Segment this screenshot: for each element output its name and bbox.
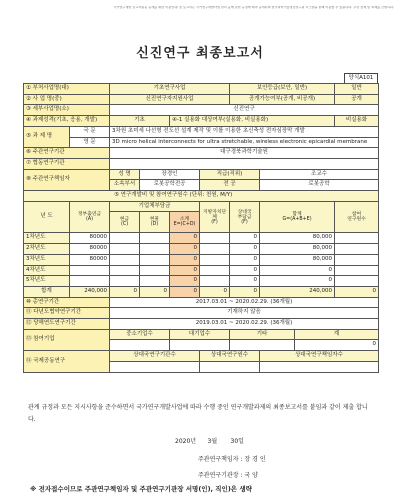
budget-col-staff: 참여 연구원수	[335, 201, 379, 233]
date-year: 2020년	[175, 438, 197, 445]
korean-title-label: 국 문	[70, 126, 110, 137]
pi-major-label: 전 공	[200, 180, 260, 191]
budget-row: 2차년도 80000 0 0 80,000	[24, 244, 379, 255]
partner-institution-count-label: 상대국연구기관수	[110, 351, 200, 362]
disclosure-label: 공개가능여부(공개, 비공개)	[230, 94, 335, 105]
partner-researcher-count-label: 상대국연구원수	[200, 351, 260, 362]
task-type-label: ④ 과제성격(기초, 응용, 개발)	[24, 116, 110, 127]
large-company-count-label: 대기업수	[170, 329, 230, 340]
sme-count-label: 중소기업수	[110, 329, 170, 340]
current-period-value: 2019.03.01 ~ 2020.02.29. (36개월)	[110, 319, 379, 330]
ministry-program-label: ① 부처사업명(대)	[24, 84, 110, 95]
disclosure-value: 공개	[335, 94, 379, 105]
budget-col-cash: 현금 (C)	[110, 212, 140, 233]
submission-statement: 관계 규정과 모든 지시사항을 준수하면서 국가연구개발사업에 따라 수행 중인 연구개발과제의 최종보고서를 붙임과 같이 제출 합니다.	[28, 404, 368, 423]
budget-col-gov: 정부출연금 (A)	[70, 201, 110, 233]
pi-name-label: 성 명	[110, 169, 140, 180]
practical-use-value: 비실용화	[335, 116, 379, 127]
sub-program-value: 신진연구	[110, 105, 379, 116]
company-total-value: 0	[295, 340, 379, 351]
total-period-value: 2017.03.01 ~ 2020.02.29. (36개월)	[110, 297, 379, 308]
english-title-value: 3D micro helical interconnects for ultra stretchable, wireless electronic epicardial membrane	[110, 137, 379, 148]
partner-pi-count-label: 상대국연구책임자수	[260, 351, 379, 362]
budget-col-other: 상대국 부담금 (F)	[230, 201, 260, 233]
sub-program-label: ③ 세부사업명(소)	[24, 105, 110, 116]
budget-sum-row: 합계 240,000 0 0 0 0 0 240,000 0	[24, 286, 379, 297]
pi-major-value: 로봇공학	[260, 180, 379, 191]
practical-use-label: ④-1 실용화 대상여부(실용화, 비실용화)	[170, 116, 335, 127]
budget-row: 4차년도 0 0 0	[24, 265, 379, 276]
task-type-value: 기초	[110, 116, 170, 127]
budget-header: ⑤ 연구개발비 및 참여연구원수 (단위: 천원, M/Y)	[24, 191, 379, 202]
program-name-value: 신진연구자지원사업	[110, 94, 230, 105]
date-day: 30일	[230, 438, 244, 445]
page-title: 신진연구 최종보고서	[136, 46, 264, 61]
pi-dept-label: 소속부서	[110, 180, 140, 191]
korean-title-value: 3차원 초미세 나선형 전도선 설계 제작 및 이를 이용한 초신축성 전자심장막 개발	[110, 126, 379, 137]
participating-companies-label: ⑬ 참여기업	[24, 329, 110, 350]
task-title-label: ⑤ 과 제 명	[24, 126, 70, 147]
budget-col-year: 년 도	[24, 201, 70, 233]
report-form-table	[23, 83, 379, 373]
program-name-label: ② 사 업 명(중)	[24, 94, 110, 105]
cooperating-institution-label: ⑦ 협동연구기관	[24, 158, 110, 169]
budget-col-company: 기업체부담금	[110, 201, 200, 212]
current-period-label: ⑫ 당해연도연구기간	[24, 319, 110, 330]
principal-investigator-label: ⑧ 주관연구책임자	[24, 169, 110, 190]
form-code: 양식A101	[344, 73, 378, 84]
lead-institution-value: 대구경북과학기술원	[110, 148, 379, 159]
usage-notice: 국가연구개발 보고서원문 공개를 위한 이용안내: 본 보고서는 국가연구개발사업 관리 등에 관한 규정에 따라 공개되며 한국과학기술정보연구원 시스템을 통해 이용할 수 있습니다. 무단 전재 및 복제를 금합니다.	[113, 6, 394, 9]
budget-col-subtotal: 소계 E=(C+D)	[170, 212, 200, 233]
security-level-value: 일반	[335, 84, 379, 95]
pi-rank-value: 조교수	[260, 169, 379, 180]
budget-col-local: 지방자치단체 (F)	[200, 201, 230, 233]
budget-col-kind: 현물 (D)	[140, 212, 170, 233]
security-level-label: 보안등급(보안, 일반)	[230, 84, 335, 95]
ministry-program-value: 기초연구사업	[110, 84, 230, 95]
date-month: 3월	[207, 438, 218, 445]
budget-row: 3차년도 80000 0 0 80,000	[24, 254, 379, 265]
international-research-label: ⑭ 국제공동연구	[24, 351, 110, 372]
total-period-label: ⑩ 총연구기간	[24, 297, 110, 308]
budget-row: 5차년도 0 0 0	[24, 276, 379, 287]
lead-institution-label: ⑥ 주관연구기관	[24, 148, 110, 159]
pi-rank-label: 직급(직위)	[200, 169, 260, 180]
pi-dept-value: 로봇공학전공	[140, 180, 200, 191]
footnote: ※ 전자접수이므로 주관연구책임자 및 주관연구기관장 서명(인), 직인)은 생략	[30, 485, 252, 493]
principal-investigator-signature: 주관연구책임자 : 장 경 인	[198, 456, 266, 463]
company-total-label: 계	[295, 329, 379, 340]
budget-col-total: 합계 G=(A+B+E)	[260, 201, 335, 233]
multiyear-period-label: ⑪ 다년도협약연구기간	[24, 308, 110, 319]
pi-name-value: 장경인	[140, 169, 200, 180]
institution-head-signature: 주관연구기관장 : 국 양	[198, 472, 258, 479]
multiyear-period-value: 기재하지 않음	[110, 308, 379, 319]
submission-date	[175, 436, 244, 445]
english-title-label: 영 문	[70, 137, 110, 148]
budget-row: 1차년도 80000 0 0 80,000	[24, 233, 379, 244]
other-count-label: 기타	[230, 329, 295, 340]
cooperating-institution-value	[110, 158, 379, 169]
